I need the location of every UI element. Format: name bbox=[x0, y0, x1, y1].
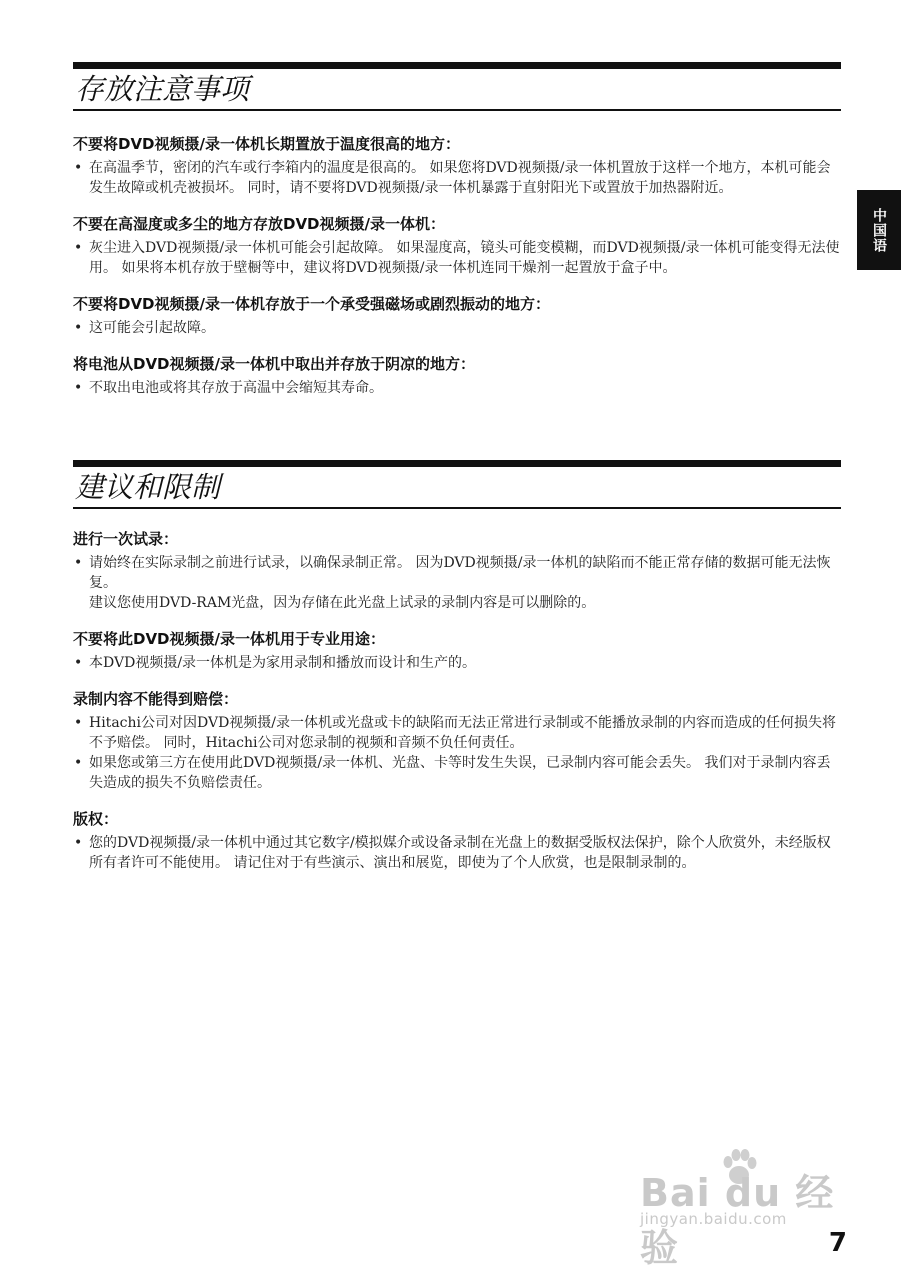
watermark-url: jingyan.baidu.com bbox=[640, 1210, 787, 1228]
subheading: 将电池从DVD视频摄/录一体机中取出并存放于阴凉的地方： bbox=[73, 355, 475, 373]
section-title-rule bbox=[73, 109, 841, 111]
page-number: 7 bbox=[828, 1228, 847, 1258]
subheading: 不要将DVD视频摄/录一体机存放于一个承受强磁场或剧烈振动的地方： bbox=[73, 295, 550, 313]
language-side-tab bbox=[857, 190, 901, 270]
bullet-item: • 本DVD视频摄/录一体机是为家用录制和播放而设计和生产的。 bbox=[73, 653, 841, 673]
subheading: 版权： bbox=[73, 810, 119, 828]
subheading: 录制内容不能得到赔偿： bbox=[73, 690, 239, 708]
subheading: 不要在高湿度或多尘的地方存放DVD视频摄/录一体机： bbox=[73, 215, 445, 233]
section-title: 建议和限制 bbox=[75, 470, 221, 504]
bullet-item: • 灰尘进入DVD视频摄/录一体机可能会引起故障。 如果湿度高，镜头可能变模糊，而DVD视频摄/录一体机可能变得无法使用。 如果将本机存放于壁橱等中，建议将DVD视频摄/录一体机连同干燥剂一起置放于盒子中。 bbox=[73, 238, 841, 278]
section-title-rule bbox=[73, 507, 841, 509]
bullet-item: • 在高温季节，密闭的汽车或行李箱内的温度是很高的。 如果您将DVD视频摄/录一体机置放于这样一个地方，本机可能会发生故障或机壳被损坏。 同时，请不要将DVD视频摄/录一体机暴露于直射阳光下或置放于加热器附近。 bbox=[73, 158, 841, 198]
baidu-watermark bbox=[640, 1148, 845, 1270]
bullet-item bbox=[73, 553, 841, 613]
section-title: 存放注意事项 bbox=[75, 72, 250, 106]
section-top-bar bbox=[73, 62, 841, 69]
watermark-brand: Bai du 经验 bbox=[640, 1171, 835, 1270]
bullet-note: 建议您使用DVD-RAM光盘，因为存储在此光盘上试录的录制内容是可以删除的。 bbox=[89, 595, 596, 611]
section-storage-precautions bbox=[73, 62, 841, 398]
subheading: 不要将此DVD视频摄/录一体机用于专业用途： bbox=[73, 630, 385, 648]
section-recommendations-limits bbox=[73, 460, 841, 873]
language-tab-label: 中国语 bbox=[871, 207, 887, 253]
bullet-text: 请始终在实际录制之前进行试录，以确保录制正常。 因为DVD视频摄/录一体机的缺陷而不能正常存储的数据可能无法恢复。 bbox=[89, 555, 831, 591]
bullet-item: • 这可能会引起故障。 bbox=[73, 318, 841, 338]
section-top-bar bbox=[73, 460, 841, 467]
subheading: 不要将DVD视频摄/录一体机长期置放于温度很高的地方： bbox=[73, 135, 460, 153]
subheading: 进行一次试录： bbox=[73, 530, 179, 548]
bullet-item: • 您的DVD视频摄/录一体机中通过其它数字/模拟媒介或设备录制在光盘上的数据受版权法保护，除个人欣赏外，未经版权所有者许可不能使用。 请记住对于有些演示、演出和展览，即使为了个人欣赏，也是限制录制的。 bbox=[73, 833, 841, 873]
bullet-item: • 如果您或第三方在使用此DVD视频摄/录一体机、光盘、卡等时发生失误，已录制内容可能会丢失。 我们对于录制内容丢失造成的损失不负赔偿责任。 bbox=[73, 753, 841, 793]
bullet-item: • 不取出电池或将其存放于高温中会缩短其寿命。 bbox=[73, 378, 841, 398]
bullet-item: • Hitachi公司对因DVD视频摄/录一体机或光盘或卡的缺陷而无法正常进行录制或不能播放录制的内容而造成的任何损失将不予赔偿。 同时，Hitachi公司对您录制的视频和音频不负任何责任。 bbox=[73, 713, 841, 753]
